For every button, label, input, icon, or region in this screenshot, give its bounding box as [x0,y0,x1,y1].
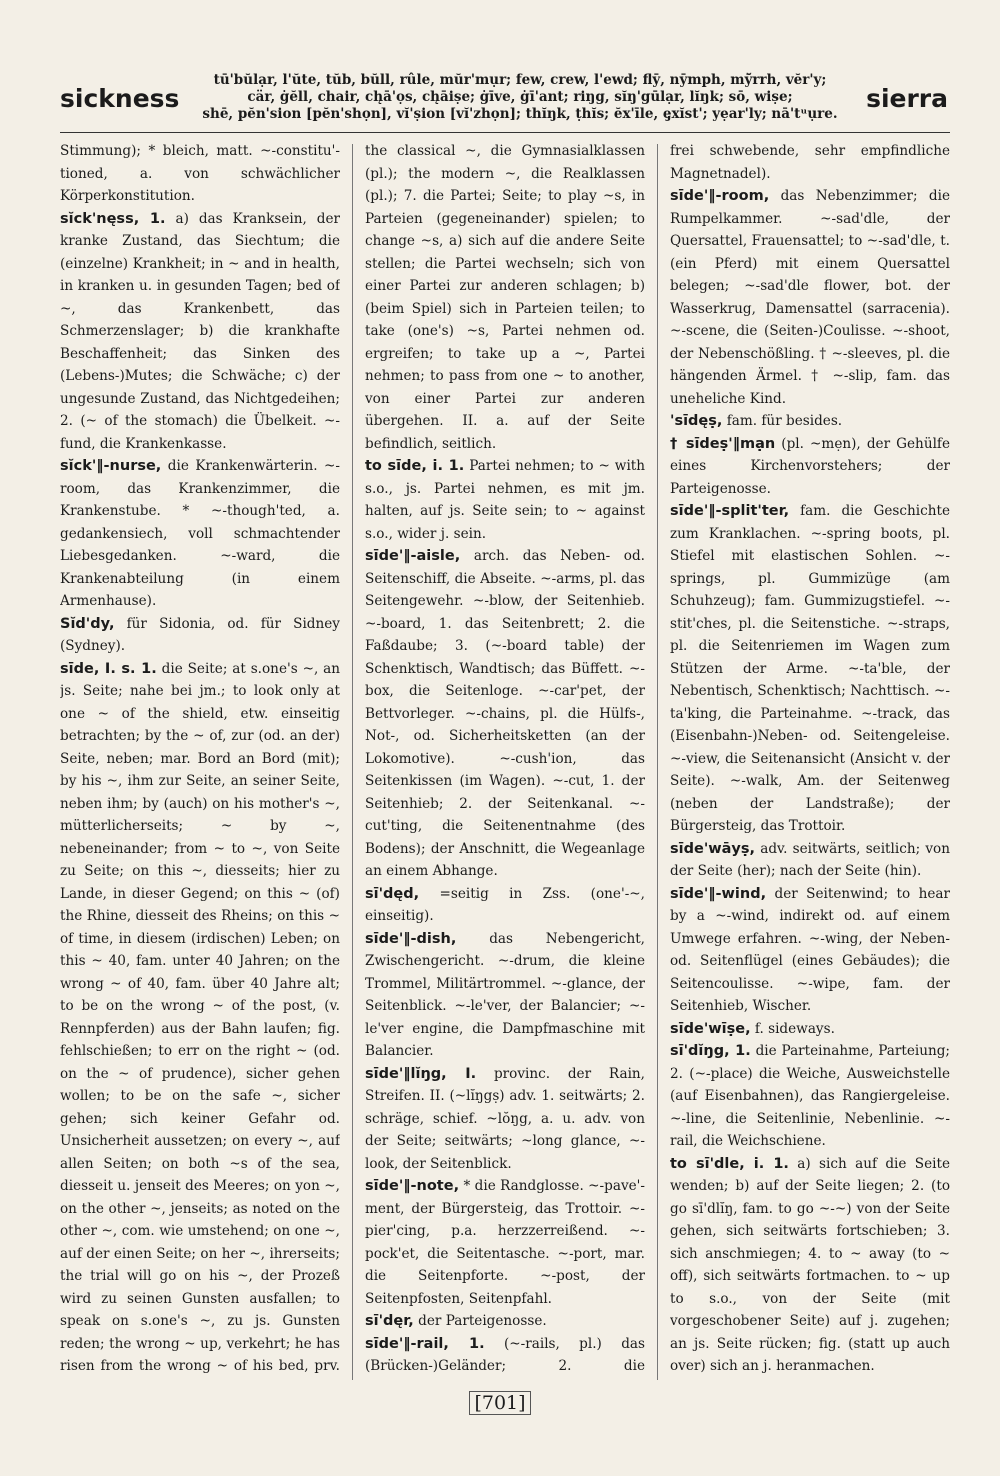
entry-text: der Parteigenosse. [418,1313,547,1329]
dictionary-entry [670,1153,950,1378]
entry-text: das Nebengericht, Zwischengericht. ~-drum, die kleine Trommel, Militärtrommel. ~-glance, der Seitenblick. ~-le'ver, der Balancier; ~-le'ver engine, die Dampfmaschine mit Balancier. [365,930,645,1059]
entry-headword: sĭck'nęss, 1. [60,210,166,227]
dictionary-entry [60,658,340,1381]
pron-key-line: tū'bŭlạr, l'ŭte, tŭb, bŭll, rûle, mŭr'mụr; few, crew, l'ewd; flȳ, nȳmph, mȳ̆rrh, vĕr'y; [213,72,827,88]
page-number [0,1392,1000,1414]
column-right [670,140,950,1380]
entry-text: fam. für besides. [726,413,843,429]
entry-headword: † sīdeṣ'‖mạn [670,435,776,452]
entry-text: f. sideways. [754,1020,835,1037]
entry-text: (~-rails, pl.) das (Brücken-)Geländer; 2. die [365,1335,645,1374]
entry-text: für Sidonia, od. für Sidney (Sydney). [60,615,340,654]
dictionary-entry [60,208,340,456]
dictionary-entry [670,1018,950,1041]
entry-text: die Parteinahme, Parteiung; 2. (~-place) die Weiche, Ausweichstelle (auf Eisenbahnen), das Rangiergeleise. ~-line, die Seitenlinie, Nebenlinie. ~-rail, die Weichschiene. [670,1043,950,1149]
entry-text: das Nebenzimmer; die Rumpelkammer. ~-sad'dle, der Quersattel, Frauensattel; to ~-sad'dle, t. (ein Pferd) mit einem Quersattel belegen; ~-sad'dle flower, bot. der Wasserkrug, Damensattel (sarracenia). ~-scene, die (Seiten-)Coulisse. ~-shoot, der Nebenschößling. † ~-sleeves, pl. die hängenden Ärmel. † ~-slip, fam. das uneheliche Kind. [670,188,950,407]
dictionary-entry [365,545,645,883]
entry-text: die Krankenwärterin. ~-room, das Krankenzimmer, die Krankenstube. * ~-though'ted, a. gedankensiech, voll schmachtender Liebesgedanken. ~-ward, die Krankenabteilung (in einem Armenhause). [60,458,340,609]
dictionary-entry [670,185,950,410]
entry-text: * die Randglosse. ~-pave'-ment, der Bürgersteig, das Trottoir. ~-pier'cing, p.a. herzzerreißend. ~-pock'et, die Seitentasche. ~-port, mar. die Seitenpforte. ~-post, der Seitenpfosten, Seitenpfahl. [365,1178,645,1307]
entry-text: =seitig in Zss. (one'-~, einseitig). [365,885,645,924]
dictionary-entry [670,1378,950,1381]
column-divider [657,144,658,1380]
dictionary-entry [365,883,645,928]
entry-headword: to sī'dle, i. 1. [670,1155,789,1172]
dictionary-entry [60,455,340,613]
column-divider [352,144,353,1380]
entry-headword: to sīde, i. 1. [365,458,465,474]
pron-key-line: cär, ġĕll, chair, ch̨ā'ọs, ch̨āiṣe; ġīve, ġī'ant; riŋg, sĭŋ'gūlạr, lĭŋk; sō, wiṣe; [247,89,793,105]
dictionary-entry [670,883,950,1018]
entry-text: fam. die Geschichte zum Kranklachen. ~-spring boots, pl. Stiefel mit elastischen Sohlen. ~-springs, pl. Gummizüge (am Schuhzeug); fam. Gummizugstiefel. ~-stit'ches, pl. die Seitenstiche. ~-straps, pl. die Seitenriemen im Wagen zum Stützen der Arme. ~-ta'ble, der Nebentisch, Schenktisch; Nachttisch. ~-ta'king, die Parteinahme. ~-track, das (Eisenbahn-)Neben- od. Seitengeleise. ~-view, die Seitenansicht (Ansicht v. der Seite). ~-walk, Am. der Seitenweg (neben der Landstraße); der Bürgersteig, das Trottoir. [670,503,950,834]
dictionary-entry [365,1333,645,1381]
entry-headword: sīde, I. s. 1. [60,660,157,677]
guide-word-left: sickness [60,84,180,113]
dictionary-entry [365,928,645,1063]
dictionary-entry [670,838,950,883]
entry-text: the classical ~, die Gymnasialklassen (pl.); the modern ~, die Realklassen (pl.); 7. die Partei; Seite; to play ~s, in Parteien (gegeneinander) spielen; to change ~s, a) sich auf die andere Seite stellen; die Partei wechseln; sich von einer Partei zur anderen schlagen; b) (beim Spiel) sich in Parteien teilen; to take (one's) ~s, Partei nehmen od. ergreifen; to take up a ~, Partei nehmen; to pass from one ~ to another, von einer Partei zur anderen übergehen. II. a. auf der Seite befindlich, seitlich. [365,143,645,452]
dictionary-entry [670,433,950,501]
dictionary-entry [60,613,340,658]
dictionary-entry [365,1310,645,1333]
header-rule [60,132,950,133]
dictionary-entry [670,140,950,185]
entry-headword: sīde'‖-room, [670,188,770,204]
entry-headword: sī'dęr, [365,1313,414,1329]
entry-text: a) das Kranksein, der kranke Zustand, das Siechtum; die (einzelne) Krankheit; in ~ and in health, in kranken u. in gesunden Tagen; bed of ~, das Krankenbett, das Schmerzenslager; b) die krankhafte Beschaffenheit; das Sinken des (Lebens-)Mutes; die Schwäche; c) der ungesunde Zustand, das Nichtgedeihen; 2. (~ of the stomach) die Übelkeit. ~-fund, die Krankenkasse. [60,210,340,452]
entry-headword: sī'dĭŋg, 1. [670,1043,751,1059]
entry-headword: sīde'‖-rail, 1. [365,1335,485,1352]
entry-text: adv. seitwärts, seitlich; von der Seite (her); nach der Seite (hin). [670,840,950,879]
dictionary-entry [670,410,950,433]
guide-word-right: sierra [866,84,948,113]
entry-headword: 'sīdęṣ, [670,413,723,429]
entry-headword: Sĭd'dy, [60,615,115,632]
page-number-text: [701] [469,1391,530,1415]
entry-text: die Seite; at s.one's ~, an js. Seite; nahe bei jm.; to look only at one ~ of the shield, etw. einseitig betrachten; by the ~ of, zur (od. an der) Seite, neben; mar. Bord an Bord (mit); by his ~, ihm zur Seite, an seiner Seite, neben ihm; by (auch) on his mother's ~, mütterlicherseits; ~ by ~, nebeneinander; from ~ to ~, von Seite zu Seite; on this ~, diesseits; hier zu Lande, in dieser Gegend; on this ~ (of) the Rhine, diesseit des Rheins; on this ~ of time, in diesem (irdischen) Leben; on this ~ 40, fam. unter 40 Jahren; on the wrong ~ of 40, fam. über 40 Jahre alt; to be on the wrong ~ of the post, (v. Rennpferden) aus der Bahn laufen; fig. fehlschießen; to err on the right ~ (od. on the ~ of prudence), sicher gehen wollen; to be on the safe ~, sicher gehen; sich keiner Gefahr od. Unsicherheit aussetzen; on every ~, auf allen Seiten; on both ~s of the sea, diesseit u. jenseit des Meeres; on yon ~, on the other ~, jenseits; as noted on the other ~, com. wie umstehend; on one ~, auf der einen Seite; on her ~, ihrerseits; the trial will go on his ~, der Prozeß wird zu seinen Gunsten ausfallen; to speak on s.one's ~, zu js. Gunsten reden; the wrong ~ up, verkehrt; he has risen from the wrong ~ of his bed, prv. [60,660,340,1374]
dictionary-entry [60,140,340,208]
entry-text: provinc. der Rain, Streifen. II. (~lĭŋgṣ) adv. 1. seitwärts; 2. schräge, schief. ~lŏŋg, a. u. adv. von der Seite; seitwärts; ~long glance, ~-look, der Seitenblick. [365,1065,645,1172]
entry-headword: sīde'wāyṣ, [670,840,756,857]
dictionary-entry [365,1063,645,1176]
column-middle [365,140,645,1380]
entry-headword: sīde'wīṣe, [670,1020,751,1037]
entry-headword: sīde'‖lĭŋg, I. [365,1065,477,1082]
entry-text: der Seitenwind; to hear by a ~-wind, indirekt od. auf einem Umwege erfahren. ~-wing, der Neben- od. Seitenflügel (eines Gebäudes); die Seitencoulisse. ~-wipe, fam. der Seitenhieb, Wischer. [670,885,950,1014]
entry-text: frei schwebende, sehr empfindliche Magnetnadel). [670,143,950,182]
entry-headword: sīde'‖-note, [365,1178,460,1194]
entry-headword: sĭck'‖-nurse, [60,458,162,474]
dictionary-entry [670,1040,950,1153]
dictionary-entry [365,140,645,455]
pron-key-line: shē, pĕn'sion [pĕn'shọn], vĭ'ṣion [vĭ'zhọn]; thĭŋk, ṭhĭs; ĕx'īle, e̡xĭst'; yẹar'ly; nā'tᵘụre. [202,106,838,122]
entry-headword: sī'dęd, [365,885,420,902]
entry-columns [60,140,950,1380]
entry-headword: sīde'‖-aisle, [365,548,461,564]
entry-text: arch. das Neben- od. Seitenschiff, die Abseite. ~-arms, pl. das Seitengewehr. ~-blow, der Seitenhieb. ~-board, 1. das Seitenbrett; 2. die Faßdaube; 3. (~-board table) der Schenktisch, Wandtisch; das Büffett. ~-box, die Seitenloge. ~-car'pet, der Bettvorleger. ~-chains, pl. die Hülfs-, Not-, od. Sicherheitsketten (an der Lokomotive). ~-cush'ion, das Seitenkissen (im Wagen). ~-cut, 1. der Seitenhieb; 2. der Seitenkanal. ~-cut'ting, die Seitenentnahme (des Bodens); der Anschnitt, die Wegeanlage an einem Abhange. [365,548,645,879]
pronunciation-key [200,72,840,123]
entry-headword: sīde'‖-dish, [365,930,457,947]
entry-text: a) sich auf die Seite wenden; b) auf der Seite liegen; 2. (to go sī'dlĭŋ, fam. to go ~-~) von der Seite gehen, sich seitwärts fortschieben; 3. sich anschmiegen; 4. to ~ away (to ~ off), sich seitwärts fortmachen. to ~ up to s.o., von der Seite (mit vorgeschobener Seite) auf j. zugehen; an js. Seite rücken; fig. (statt up auch over) sich an j. heranmachen. [670,1155,950,1374]
column-left [60,140,340,1380]
dictionary-entry [365,455,645,545]
dictionary-entry [670,500,950,838]
entry-text: Stimmung); * bleich, matt. ~-constitu'-tioned, a. von schwächlicher Körperkonstitution. [60,143,340,204]
dictionary-entry [365,1175,645,1310]
entry-text: Partei nehmen; to ~ with s.o., js. Partei nehmen, es mit jm. halten, auf js. Seite sein; to ~ against s.o., wider j. sein. [365,458,645,542]
entry-headword: sīde'‖-split'ter, [670,503,790,519]
entry-text: (pl. ~mẹn), der Gehülfe eines Kirchenvorstehers; der Parteigenosse. [670,435,950,497]
entry-headword: sīde'‖-wind, [670,885,767,902]
